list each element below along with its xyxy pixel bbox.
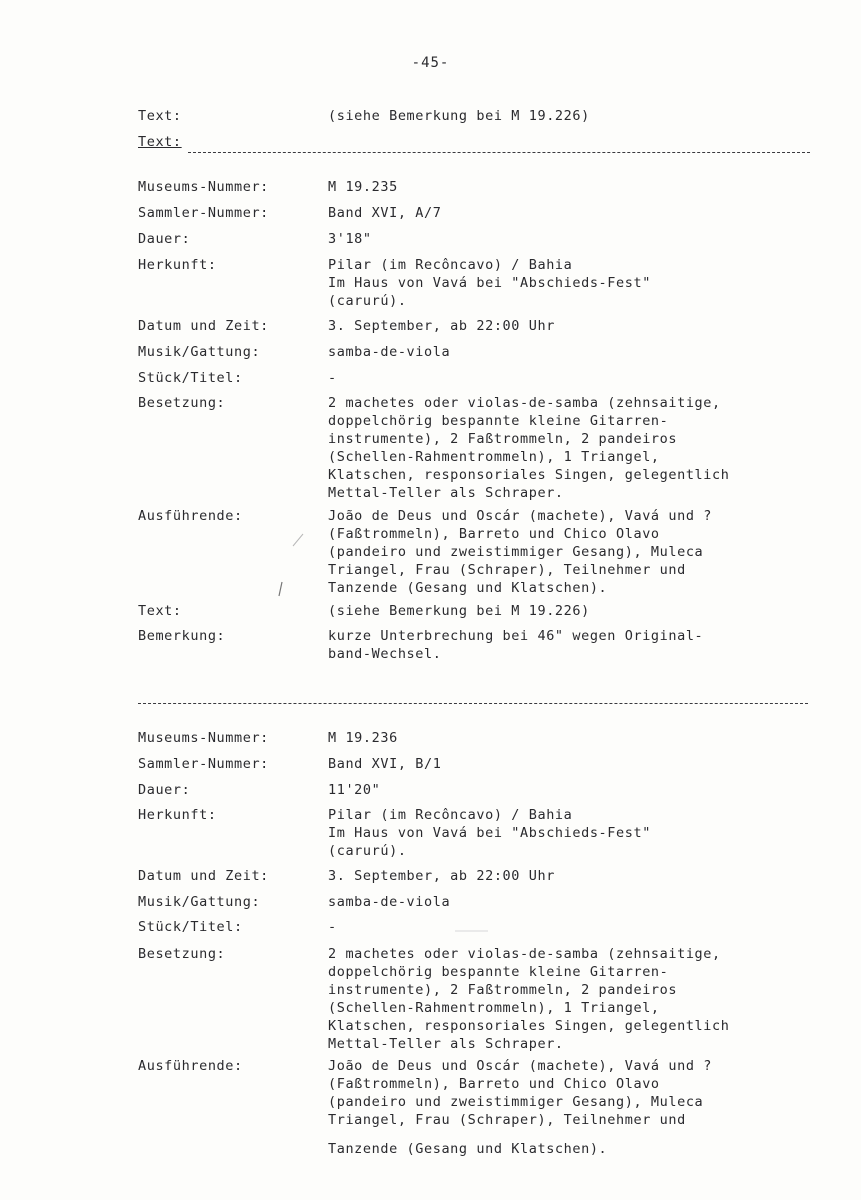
field-value: Band XVI, B/1	[328, 756, 442, 772]
field-label: Musik/Gattung:	[138, 894, 261, 910]
field-label: Museums-Nummer:	[138, 730, 269, 746]
field-label: Sammler-Nummer:	[138, 205, 269, 221]
field-label: Dauer:	[138, 782, 191, 798]
field-label: Text:	[138, 108, 182, 124]
field-label: Text:	[138, 134, 182, 150]
field-label: Datum und Zeit:	[138, 868, 269, 884]
field-value: samba-de-viola	[328, 894, 451, 910]
field-value: M 19.236	[328, 730, 398, 746]
field-label: Stück/Titel:	[138, 370, 243, 386]
field-label: Musik/Gattung:	[138, 344, 261, 360]
field-label: Stück/Titel:	[138, 919, 243, 935]
page-number: -45-	[411, 55, 450, 71]
field-label: Text:	[138, 603, 182, 619]
field-value: (siehe Bemerkung bei M 19.226)	[328, 108, 590, 124]
field-label: Besetzung:	[138, 395, 226, 411]
field-value: Pilar (im Recôncavo) / Bahia Im Haus von Vavá bei "Abschieds-Fest" (carurú).	[328, 257, 651, 309]
field-value: M 19.235	[328, 179, 398, 195]
pen-mark	[279, 582, 282, 596]
field-value: kurze Unterbrechung bei 46" wegen Original- band-Wechsel.	[328, 628, 704, 662]
field-label: Herkunft:	[138, 807, 217, 823]
field-value: 3. September, ab 22:00 Uhr	[328, 868, 555, 884]
field-value: 11'20"	[328, 782, 381, 798]
field-label: Ausführende:	[138, 508, 243, 524]
pen-mark	[293, 534, 303, 546]
field-value: -	[328, 919, 337, 935]
field-label: Museums-Nummer:	[138, 179, 269, 195]
field-value: (siehe Bemerkung bei M 19.226)	[328, 603, 590, 619]
field-value: João de Deus und Oscár (machete), Vavá und ? (Faßtrommeln), Barreto und Chico Olavo (pandeiro und zweistimmiger Gesang), Muleca Triangel, Frau (Schraper), Teilnehmer und Tanzende (Gesang und Klatschen).	[328, 508, 713, 596]
field-label: Bemerkung:	[138, 628, 226, 644]
field-value: 3. September, ab 22:00 Uhr	[328, 318, 555, 334]
field-label: Sammler-Nummer:	[138, 756, 269, 772]
field-value: Tanzende (Gesang und Klatschen).	[328, 1141, 608, 1157]
field-value: samba-de-viola	[328, 344, 451, 360]
field-label: Ausführende:	[138, 1058, 243, 1074]
field-value: João de Deus und Oscár (machete), Vavá und ? (Faßtrommeln), Barreto und Chico Olavo (pandeiro und zweistimmiger Gesang), Muleca Triangel, Frau (Schraper), Teilnehmer und	[328, 1058, 713, 1128]
field-value: Pilar (im Recôncavo) / Bahia Im Haus von Vavá bei "Abschieds-Fest" (carurú).	[328, 807, 651, 859]
field-value: -	[328, 370, 337, 386]
field-label: Besetzung:	[138, 946, 226, 962]
field-value: Band XVI, A/7	[328, 205, 442, 221]
field-value: 3'18"	[328, 231, 372, 247]
field-value: 2 machetes oder violas-de-samba (zehnsaitige, doppelchörig bespannte kleine Gitarren- instrumente), 2 Faßtrommeln, 2 pandeiros (Schellen-Rahmentrommeln), 1 Triangel, Klatschen, responsoriales Singen, gelegentlich Mettal-Teller als Schraper.	[328, 946, 730, 1052]
field-label: Datum und Zeit:	[138, 318, 269, 334]
field-label: Herkunft:	[138, 257, 217, 273]
field-value: 2 machetes oder violas-de-samba (zehnsaitige, doppelchörig bespannte kleine Gitarren- instrumente), 2 Faßtrommeln, 2 pandeiros (Schellen-Rahmentrommeln), 1 Triangel, Klatschen, responsoriales Singen, gelegentlich Mettal-Teller als Schraper.	[328, 395, 730, 501]
field-label: Dauer:	[138, 231, 191, 247]
